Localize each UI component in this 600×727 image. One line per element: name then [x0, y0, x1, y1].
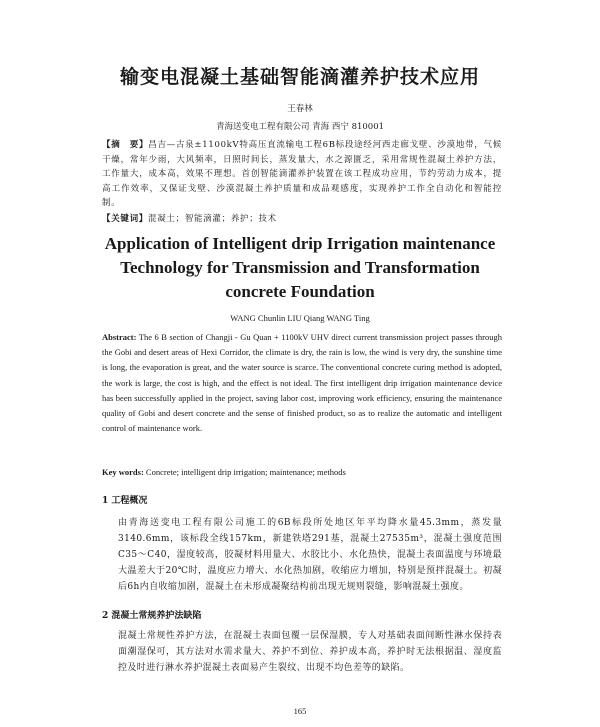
section-1-body: 由青海送变电工程有限公司施工的6B标段所处地区年平均降水量45.3mm，蒸发量3140.6mm，该标段全线157km，新建铁塔291基，混凝土27535m³，混凝土强度范围C35～C40，湿度较高，胶凝材料用量大、水胶比小、水化热快，混凝土表面温度与环境最大温差大于20℃时，温度应力增大、水化热加剧，收缩应力增加，特别是预拌混凝土。初凝后6h内自收缩加剧，混凝土在未形成凝聚结构前出现无规则裂缝，影响混凝土强度。	[118, 518, 502, 592]
chinese-abstract-text: 昌吉—古泉±1100kV特高压直流输电工程6B标段途经河西走廊戈壁、沙漠地带，气候干燥，常年少雨，大风频率，日照时间长，蒸发量大，水之源匮乏，采用常规性混凝土养护方法，工作量大，成本高，效果不理想。首创智能滴灌养护装置在该工程成功应用，节约劳动力成本，提高工作效率，又保证戈壁、沙漠混凝土养护质量和成品观感度，实现养护工作全自动化和智能控制。	[102, 140, 502, 209]
chinese-keywords	[102, 212, 502, 224]
chinese-abstract	[102, 138, 502, 211]
english-abstract-label: Abstract:	[102, 332, 137, 342]
english-title	[0, 232, 600, 304]
section-1-heading: 1 工程概况	[102, 496, 148, 506]
english-abstract	[102, 330, 502, 436]
chinese-title: 输变电混凝土基础智能滴灌养护技术应用	[119, 66, 480, 88]
page-number: 165	[293, 706, 307, 716]
english-authors: WANG Chunlin LIU Qiang WANG Ting	[230, 313, 370, 323]
chinese-keywords-text: 混凝土；智能滴灌；养护；技术	[148, 214, 277, 224]
chinese-author: 王春林	[287, 104, 313, 114]
section-2-heading: 2 混凝土常规养护法缺陷	[102, 611, 202, 621]
chinese-abstract-label: 【摘 要】	[102, 140, 149, 150]
english-title-line-1: Application of Intelligent drip Irrigation maintenance	[104, 234, 496, 253]
chinese-keywords-label: 【关键词】	[102, 214, 149, 224]
english-keywords-text: Concrete; intelligent drip irrigation; maintenance; methods	[143, 467, 346, 477]
section-2-body: 混凝土常规性养护方法，在混凝土表面包覆一层保湿膜，专人对基础表面间断性淋水保持表面潮湿保可，其方法对水需求量大、养护不到位、养护成本高，养护时无法根据温、湿度监控及时进行淋水养护混凝土表面易产生裂纹、出现不均色差等的缺陷。	[118, 631, 502, 673]
chinese-affiliation: 青海送变电工程有限公司 青海 西宁 810001	[215, 122, 385, 132]
english-abstract-text: The 6 B section of Changji - Gu Quan + 1100kV UHV direct current transmission project passes through the Gobi and desert areas of Hexi Corridor, the climate is dry, the rain is low, the wind is very dry, the sunshine time is long, the evaporation is great, and the water source is scarce. The conventional concrete curing method is adopted, the work is large, the cost is high, and the effect is not ideal. The first intelligent drip irrigation maintenance device has been successfully applied in the project, saving labor cost, improving work efficiency, ensuring the maintenance quality of Gobi and desert concrete and the sense of finished product, so as to realize the automatic and intelligent control of maintenance work.	[102, 332, 502, 434]
english-keywords	[102, 467, 502, 477]
english-keywords-label: Key words:	[102, 467, 144, 477]
english-title-line-3: concrete Foundation	[225, 282, 375, 301]
english-title-line-2: Technology for Transmission and Transformation	[120, 258, 480, 277]
